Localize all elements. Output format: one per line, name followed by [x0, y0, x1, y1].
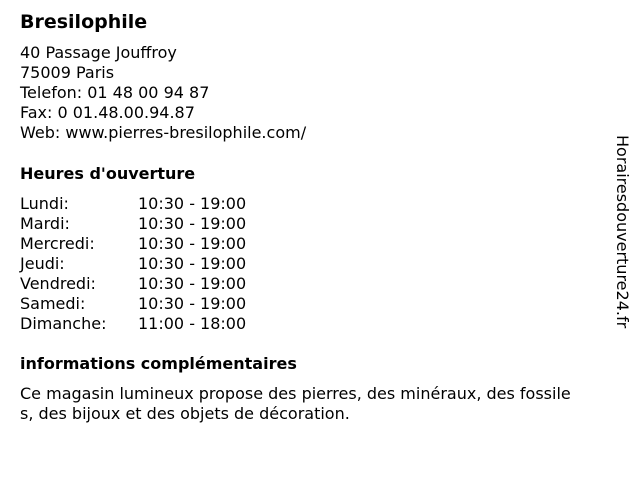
time-range: 10:30 - 19:00 [138, 294, 247, 313]
time-range: 10:30 - 19:00 [138, 234, 247, 253]
day-label: Mercredi: [20, 234, 95, 253]
website-url: Web: www.pierres-bresilophile.com/ [20, 123, 307, 142]
additional-info-heading: informations complémentaires [20, 354, 297, 373]
time-range: 10:30 - 19:00 [138, 254, 247, 273]
day-label: Samedi: [20, 294, 86, 313]
site-watermark: Horairesdouverture24.fr [613, 135, 632, 329]
phone-number: Telefon: 01 48 00 94 87 [20, 83, 210, 102]
day-label: Lundi: [20, 194, 69, 213]
day-label: Dimanche: [20, 314, 107, 333]
store-name: Bresilophile [20, 11, 148, 33]
address-line-street: 40 Passage Jouffroy [20, 43, 177, 62]
store-address [20, 43, 306, 143]
time-range: 10:30 - 19:00 [138, 274, 247, 293]
time-range: 10:30 - 19:00 [138, 214, 247, 233]
time-range: 11:00 - 18:00 [138, 314, 247, 333]
fax-number: Fax: 0 01.48.00.94.87 [20, 103, 195, 122]
day-label: Vendredi: [20, 274, 96, 293]
description-line-2: s, des bijoux et des objets de décoration. [20, 404, 350, 423]
store-description [20, 384, 620, 424]
day-label: Mardi: [20, 214, 70, 233]
description-line-1: Ce magasin lumineux propose des pierres, des minéraux, des fossile [20, 384, 571, 403]
day-label: Jeudi: [20, 254, 65, 273]
address-line-city: 75009 Paris [20, 63, 115, 82]
opening-hours-heading: Heures d'ouverture [20, 164, 196, 183]
time-range: 10:30 - 19:00 [138, 194, 247, 213]
